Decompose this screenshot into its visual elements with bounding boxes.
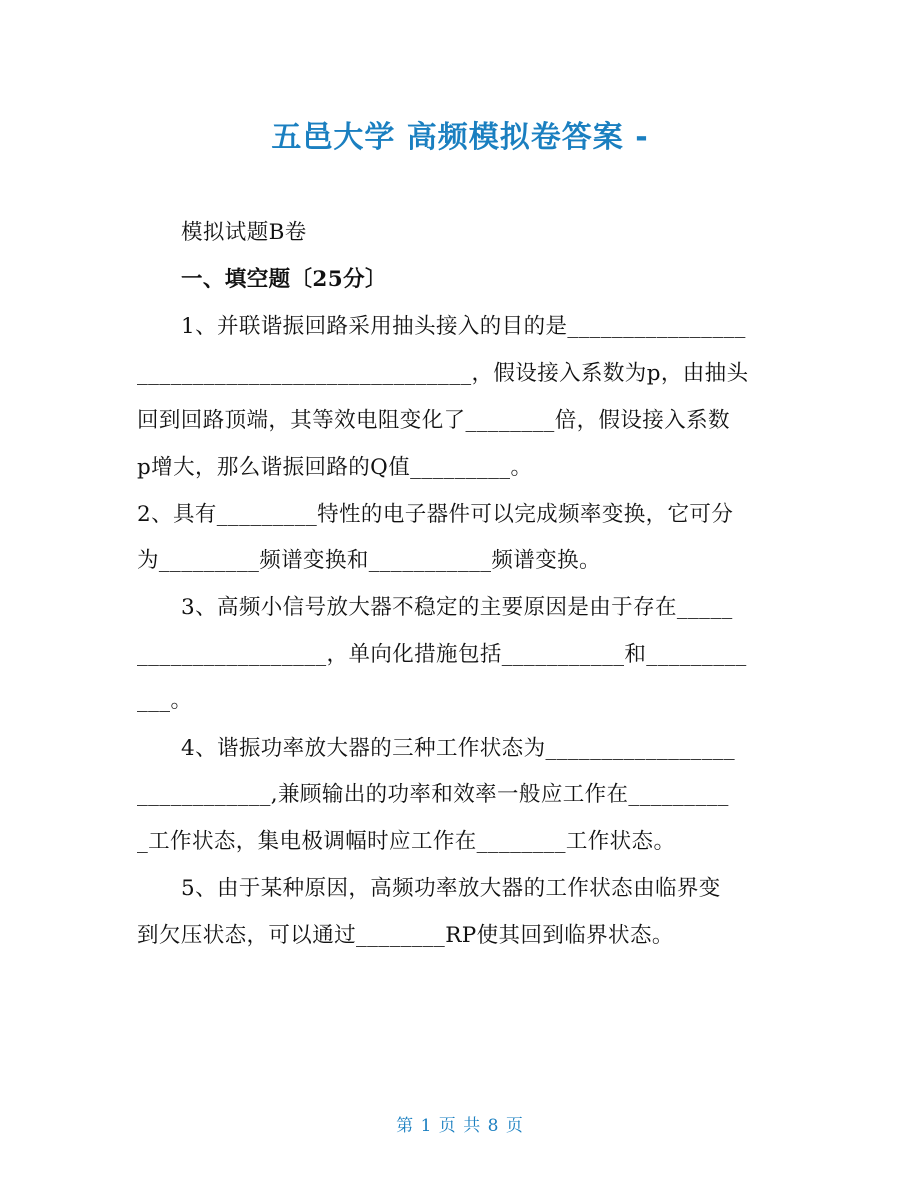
document-title: 五邑大学 高频模拟卷答案 -: [271, 120, 649, 155]
question-line: 为_________频谱变换和___________频谱变换。: [137, 548, 601, 573]
question-line: 到欠压状态，可以通过________RP使其回到临界状态。: [137, 923, 674, 948]
question-line: 5、由于某种原因，高频功率放大器的工作状态由临界变: [181, 876, 721, 901]
question-line: 2、具有_________特性的电子器件可以完成频率变换，它可分: [137, 502, 734, 527]
question-line: 4、谐振功率放大器的三种工作状态为_________________: [181, 736, 736, 761]
question-line: 3、高频小信号放大器不稳定的主要原因是由于存在_____: [181, 595, 733, 620]
page-footer: 第 1 页 共 8 页: [396, 1116, 524, 1136]
question-line: 1、并联谐振回路采用抽头接入的目的是________________: [181, 314, 746, 339]
exam-subtitle: 模拟试题B卷: [181, 220, 307, 245]
section-heading: 一、填空题〔25分〕: [181, 267, 387, 292]
question-line: _________________，单向化措施包括___________和_________: [137, 642, 747, 667]
question-line: ____________,兼顾输出的功率和效率一般应工作在_________: [137, 782, 729, 807]
question-line: ___。: [137, 688, 193, 713]
question-line: p增大，那么谐振回路的Q值_________。: [137, 455, 533, 480]
question-line: ______________________________，假设接入系数为p，由抽头: [137, 361, 749, 386]
question-line: _工作状态，集电极调幅时应工作在________工作状态。: [137, 829, 676, 854]
question-line: 回到回路顶端，其等效电阻变化了________倍，假设接入系数: [137, 408, 730, 433]
